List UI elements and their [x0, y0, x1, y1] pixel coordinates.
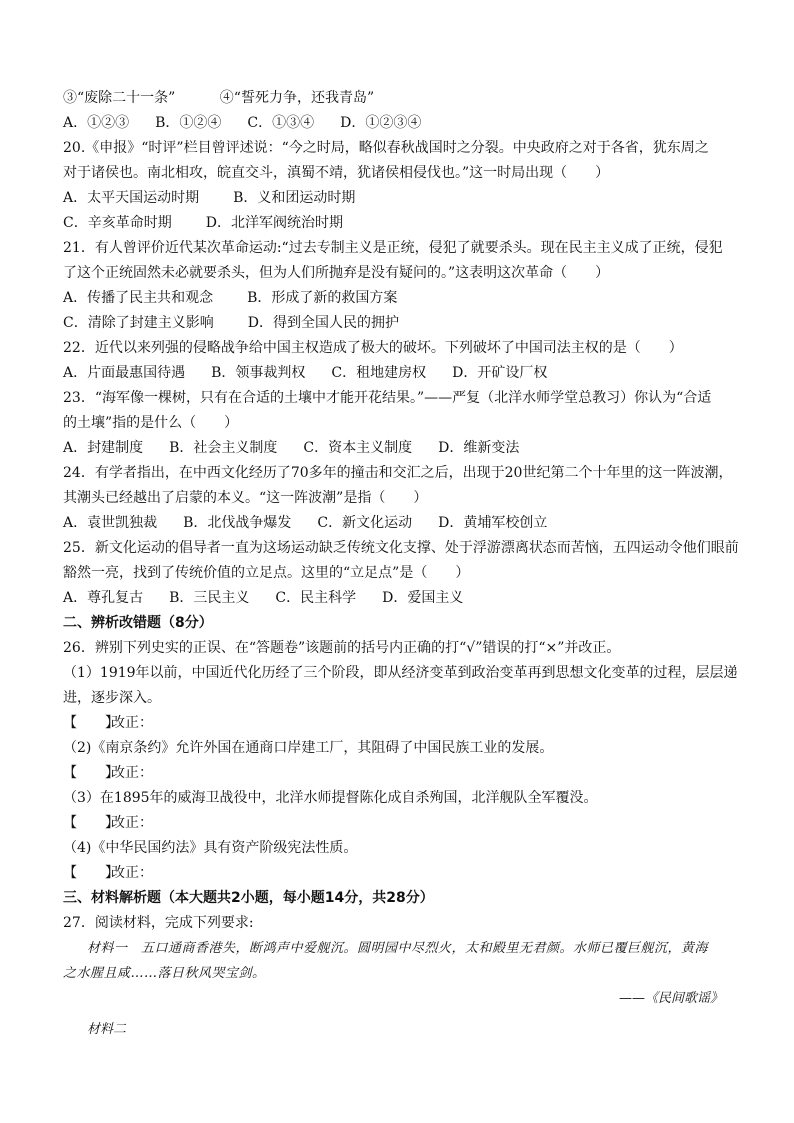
correction-label: 改正： [111, 815, 153, 831]
q21-stem-line-2: 了这个正统固然未必就要杀头，但为人们所抛弃是没有疑问的。”这表明这次革命（ ） [63, 265, 610, 281]
q23-options [63, 436, 735, 461]
q22-options [63, 361, 735, 386]
q23-stem-line-2: 的土壤”指的是什么（ ） [63, 415, 239, 431]
q23-option-a[interactable]: A．封建制度 [63, 440, 144, 456]
q21-stem-line-1: 21．有人曾评价近代某次革命运动:“过去专制主义是正统，侵犯了就要杀头。现在民主主义成了正统，侵犯 [63, 240, 723, 256]
q20-option-d[interactable]: D．北洋军阀统治时期 [205, 215, 343, 231]
q25-option-c[interactable]: C．民主科学 [275, 590, 357, 606]
exam-page [63, 86, 739, 1042]
q27-intro: 27．阅读材料，完成下列要求: [63, 915, 254, 931]
q22-option-d[interactable]: D．开矿设厂权 [452, 365, 548, 381]
q21-options-row-1 [63, 286, 735, 311]
correction-label: 改正： [111, 765, 153, 781]
q24-option-b[interactable]: B．北伐战争爆发 [183, 515, 292, 531]
q23-option-b[interactable]: B．社会主义制度 [169, 440, 278, 456]
q22-option-a[interactable]: A．片面最惠国待遇 [63, 365, 186, 381]
q19-option-c[interactable]: C．①③④ [247, 115, 315, 131]
q21-option-b[interactable]: B．形成了新的救国方案 [247, 290, 398, 306]
q19-options [63, 111, 735, 136]
q26-item-4: （4)《中华民国约法》具有资产阶级宪法性质。 [63, 840, 358, 856]
q25-stem-line-2: 豁然一亮，找到了传统价值的立足点。这里的“立足点”是（ ） [63, 565, 470, 581]
q22-option-c[interactable]: C．租地建房权 [331, 365, 427, 381]
q20-option-b[interactable]: B．义和团运动时期 [233, 190, 356, 206]
answer-bracket[interactable]: 【 】 [63, 865, 119, 881]
q21-options-row-2 [63, 311, 735, 336]
q26-correction-row-2 [63, 761, 735, 786]
correction-label: 改正： [111, 865, 153, 881]
q20-option-c[interactable]: C．辛亥革命时期 [63, 215, 172, 231]
section-2-heading: 二、辨析改错题（8分） [63, 615, 213, 631]
q26-correction-row-3 [63, 811, 735, 836]
q25-option-b[interactable]: B．三民主义 [169, 590, 250, 606]
correction-label: 改正： [111, 715, 153, 731]
q19-item-4: ④“誓死力争，还我青岛” [219, 90, 375, 106]
q21-option-d[interactable]: D．得到全国人民的拥护 [247, 315, 399, 331]
q25-option-a[interactable]: A．尊孔复古 [63, 590, 144, 606]
q20-options-row-2 [63, 211, 735, 236]
q26-intro: 26．辨别下列史实的正误、在“答题卷”该题前的括号内正确的打“√”错误的打“×”并改正。 [63, 640, 621, 656]
answer-bracket[interactable]: 【 】 [63, 765, 119, 781]
q20-option-a[interactable]: A．太平天国运动时期 [63, 190, 200, 206]
q25-options [63, 586, 735, 611]
q24-stem-line-2: 其潮头已经越出了启蒙的本义。“这一阵波潮”是指（ ） [63, 490, 428, 506]
q26-item-1-line-1: （1）1919年以前，中国近代化历经了三个阶段，即从经济变革到政治变革再到思想文化变革的过程，层层递 [63, 665, 738, 681]
q20-stem-line-2: 对于诸侯也。南北相攻，皖直交斗，滇蜀不靖，犹诸侯相侵伐也。”这一时局出现（ ） [63, 165, 610, 181]
q24-option-c[interactable]: C．新文化运动 [317, 515, 413, 531]
material-1-source: ——《民间歌谣》 [618, 991, 723, 1006]
q24-options [63, 511, 735, 536]
q19-option-a[interactable]: A．①②③ [63, 115, 130, 131]
q22-option-b[interactable]: B．领事裁判权 [211, 365, 306, 381]
q20-options-row-1 [63, 186, 735, 211]
q23-option-c[interactable]: C．资本主义制度 [303, 440, 413, 456]
answer-bracket[interactable]: 【 】 [63, 815, 119, 831]
material-2-label: 材料二 [87, 1022, 127, 1037]
q19-option-d[interactable]: D．①②③④ [340, 115, 422, 131]
q26-item-3: （3）在1895年的威海卫战役中，北洋水师提督陈化成自杀殉国，北洋舰队全军覆没。 [63, 790, 598, 806]
q22-stem-line-1: 22．近代以来列强的侵略战争给中国主权造成了极大的破坏。下列破坏了中国司法主权的是（ ） [63, 340, 683, 356]
q21-option-c[interactable]: C．清除了封建主义影响 [63, 315, 214, 331]
q19-item-3: ③“废除二十一条” [63, 90, 176, 106]
section-3-heading: 三、材料解析题（本大题共2小题，每小题14分，共28分） [63, 890, 434, 906]
q26-correction-row-1 [63, 711, 735, 736]
q24-stem-line-1: 24．有学者指出，在中西文化经历了70多年的撞击和交汇之后，出现于20世纪第二个十年里的这一阵波潮， [63, 465, 733, 481]
q20-stem-line-1: 20.《申报》“时评”栏目曾评述说：“今之时局，略似春秋战国时之分裂。中央政府之对于各省，犹东周之 [63, 140, 709, 156]
q19-option-b[interactable]: B．①②④ [155, 115, 222, 131]
q23-stem-line-1: 23．“海军像一棵树，只有在合适的土壤中才能开花结果。”——严复（北洋水师学堂总教习）你认为“合适 [63, 390, 712, 406]
q26-item-1-line-2: 进，逐步深入。 [63, 690, 161, 706]
q21-option-a[interactable]: A．传播了民主共和观念 [63, 290, 214, 306]
q19-items [63, 86, 735, 111]
q26-item-2: （2)《南京条约》允许外国在通商口岸建工厂，其阻碍了中国民族工业的发展。 [63, 740, 554, 756]
q25-option-d[interactable]: D．爱国主义 [382, 590, 464, 606]
q24-option-a[interactable]: A．袁世凯独裁 [63, 515, 158, 531]
answer-bracket[interactable]: 【 】 [63, 715, 119, 731]
q23-option-d[interactable]: D．维新变法 [438, 440, 520, 456]
q26-correction-row-4 [63, 861, 735, 886]
material-1-line-1: 材料一 五口通商香港失，断鸿声中爱舰沉。圆明园中尽烈火，太和殿里无君颜。水师已覆巨舰沉，黄海 [87, 941, 709, 956]
material-1-line-2: 之水腥且咸……落日秋风哭宝剑。 [63, 966, 266, 981]
q24-option-d[interactable]: D．黄埔军校创立 [438, 515, 548, 531]
q25-stem-line-1: 25．新文化运动的倡导者一直为这场运动缺乏传统文化支撑、处于浮游漂离状态而苦恼，五四运动令他们眼前 [63, 540, 739, 556]
